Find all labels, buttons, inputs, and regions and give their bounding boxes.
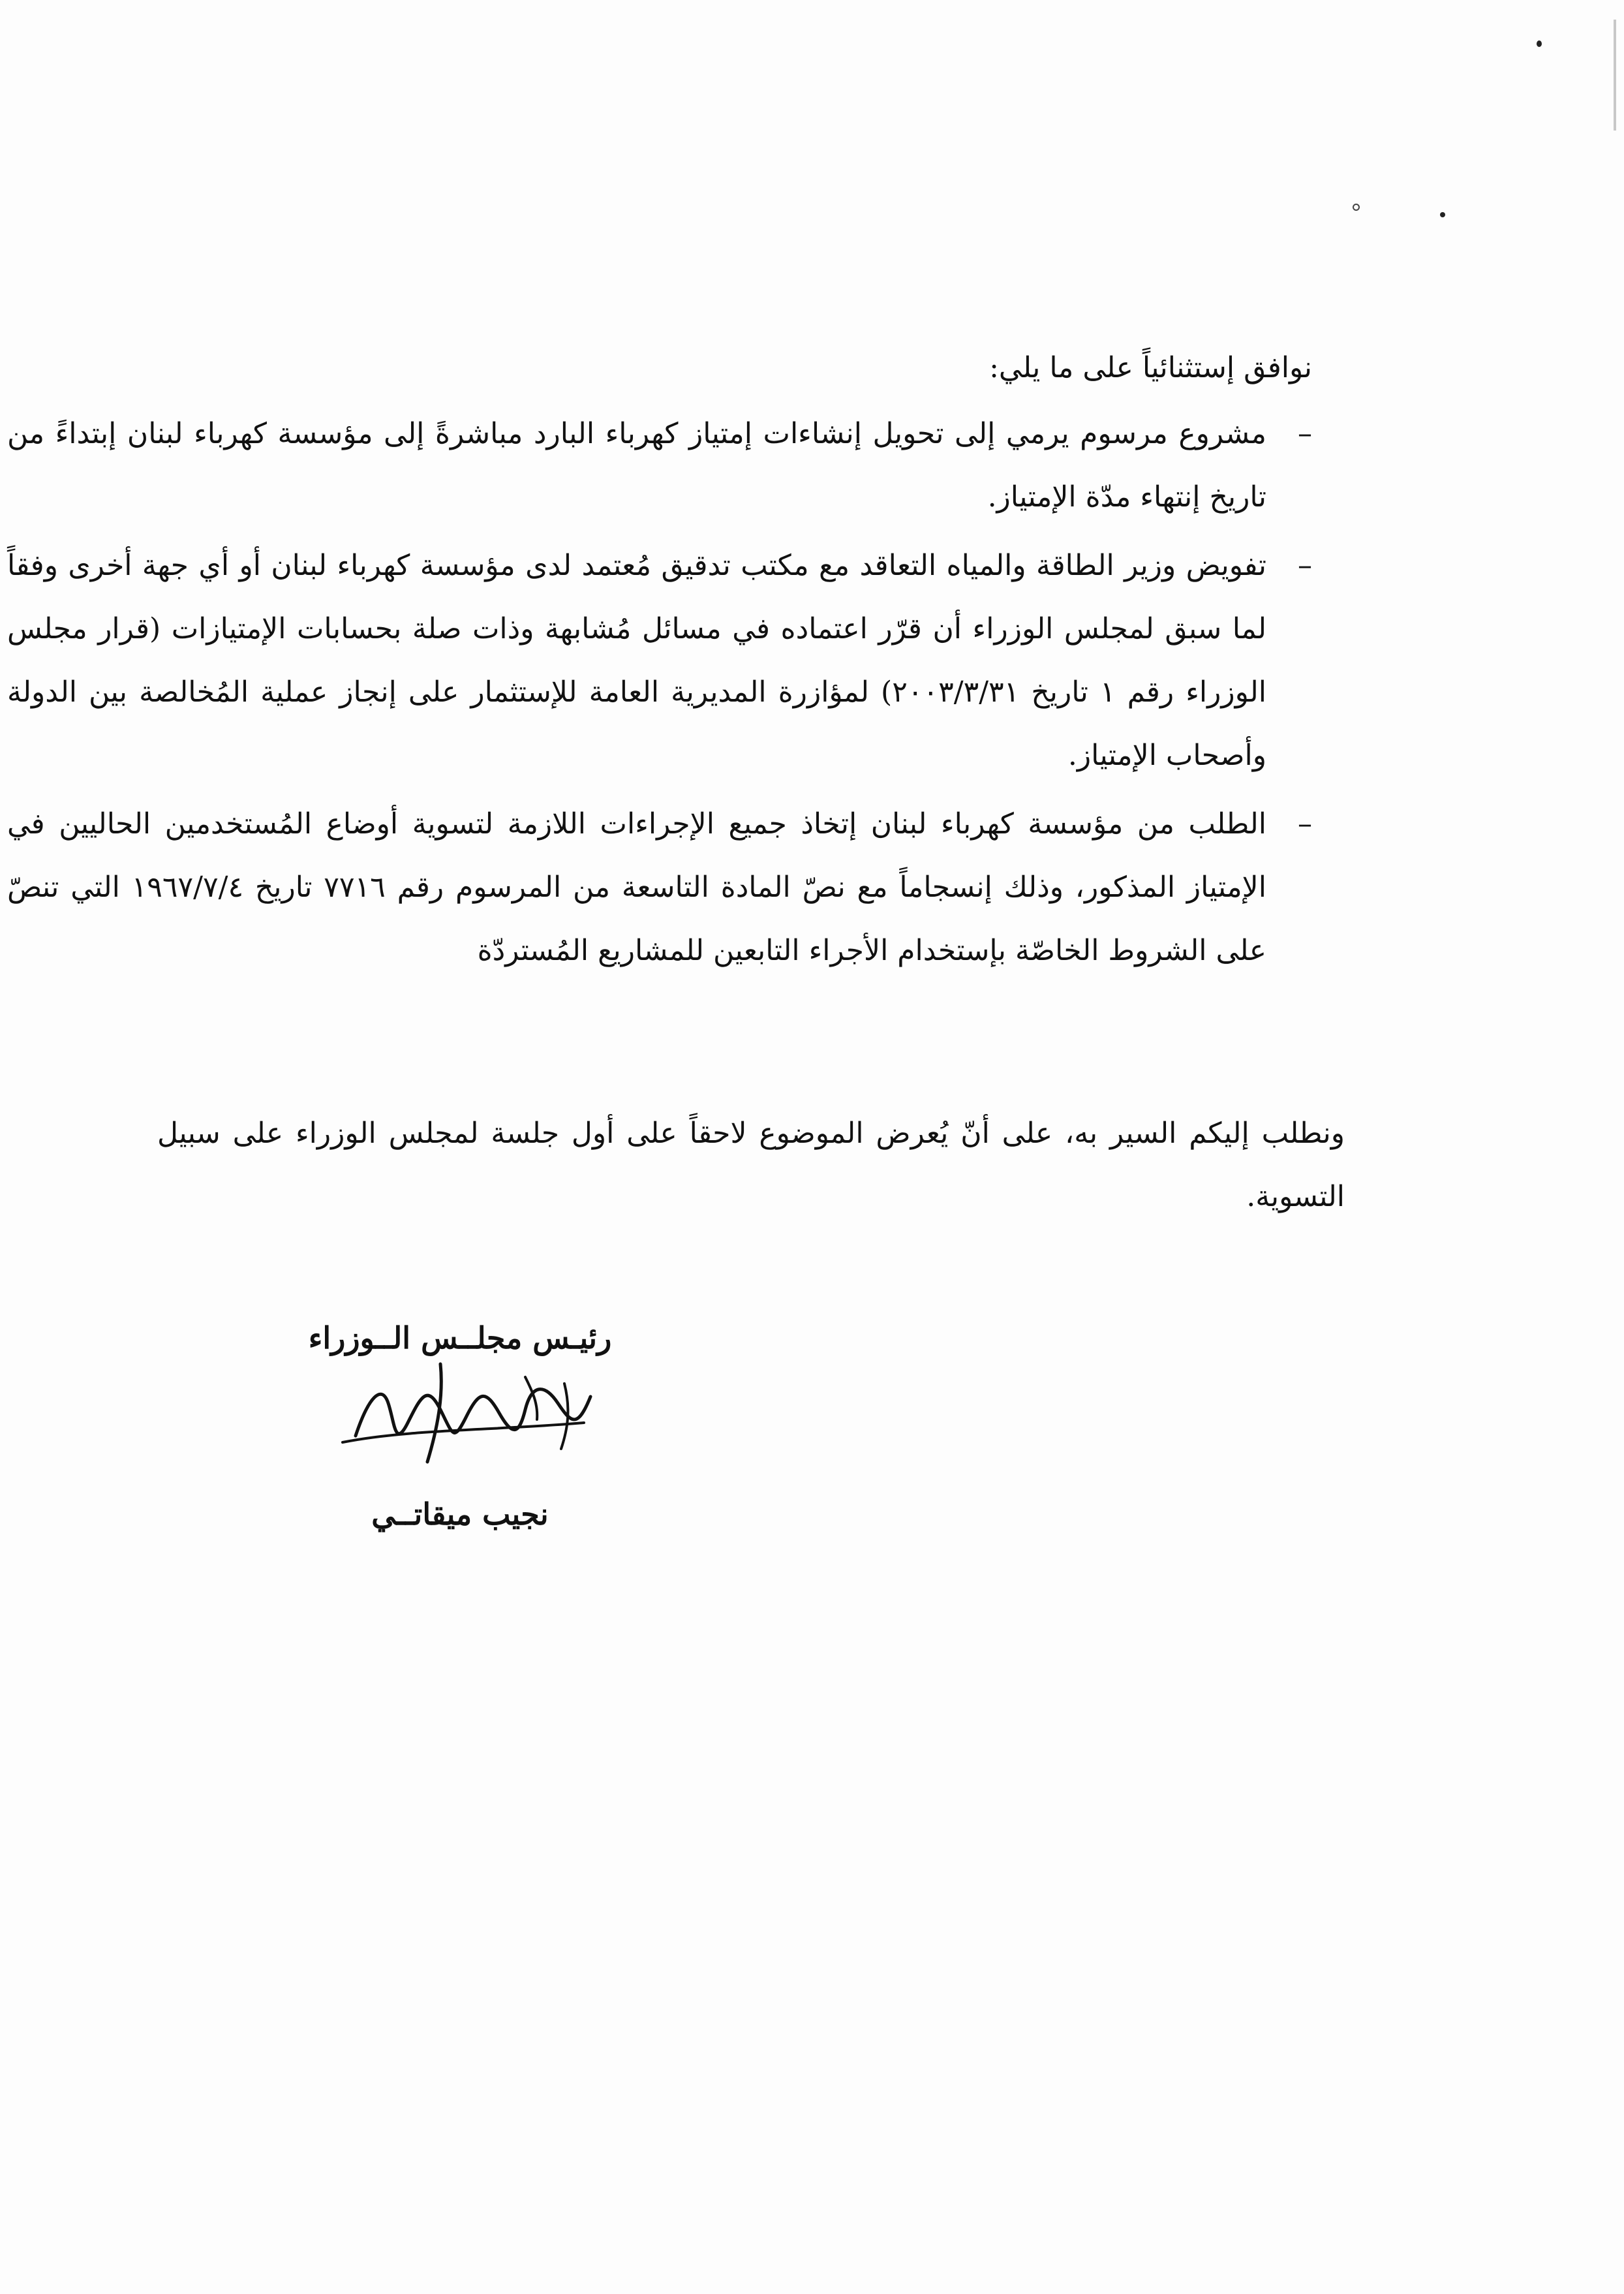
list-item	[7, 402, 1312, 529]
list-item	[7, 792, 1312, 982]
list-item-text: مشروع مرسوم يرمي إلى تحويل إنشاءات إمتياز كهرباء البارد مباشرةً إلى مؤسسة كهرباء لبنان إبتداءً من تاريخ إنتهاء مدّة الإمتياز.	[7, 417, 1266, 514]
list-item	[7, 534, 1312, 787]
scan-speck	[1440, 212, 1445, 217]
handwritten-signature	[329, 1357, 604, 1468]
signatory-name: نجيب ميقاتــي	[371, 1496, 549, 1532]
dash-marker: –	[1298, 807, 1312, 841]
decision-list	[7, 402, 1312, 987]
signatory-title: رئيـس مجلــس الــوزراء	[308, 1320, 612, 1356]
scan-edge-line	[1614, 20, 1616, 131]
dash-marker: –	[1298, 549, 1312, 582]
dash-marker: –	[1298, 417, 1312, 450]
scan-speck	[1537, 40, 1542, 47]
list-item-text: تفويض وزير الطاقة والمياه التعاقد مع مكتب تدقيق مُعتمد لدى مؤسسة كهرباء لبنان أو أي جهة أخرى وفقاً لما سبق لمجلس الوزراء أن قرّر اعتماده في مسائل مُشابهة وذات صلة بحسابات الإمتيازات (قرار مجلس الوزراء رقم ١ تاريخ ٢٠٠٣/٣/٣١) لمؤازرة المديرية العامة للإستثمار على إنجاز عملية المُخالصة بين الدولة وأصحاب الإمتياز.	[7, 549, 1266, 772]
list-item-text: الطلب من مؤسسة كهرباء لبنان إتخاذ جميع الإجراءات اللازمة لتسوية أوضاع المُستخدمين الحاليين في الإمتياز المذكور، وذلك إنسجاماً مع نصّ المادة التاسعة من المرسوم رقم ٧٧١٦ تاريخ ١٩٦٧/٧/٤ التي تنصّ على الشروط الخاصّة بإستخدام الأجراء التابعين للمشاريع المُستردّة	[7, 807, 1267, 967]
intro-paragraph: نوافق إستثنائياً على ما يلي:	[989, 351, 1312, 384]
closing-paragraph: ونطلب إليكم السير به، على أنّ يُعرض الموضوع لاحقاً على أول جلسة لمجلس الوزراء على سبيل التسوية.	[157, 1117, 1345, 1213]
scan-speck	[1353, 204, 1360, 211]
